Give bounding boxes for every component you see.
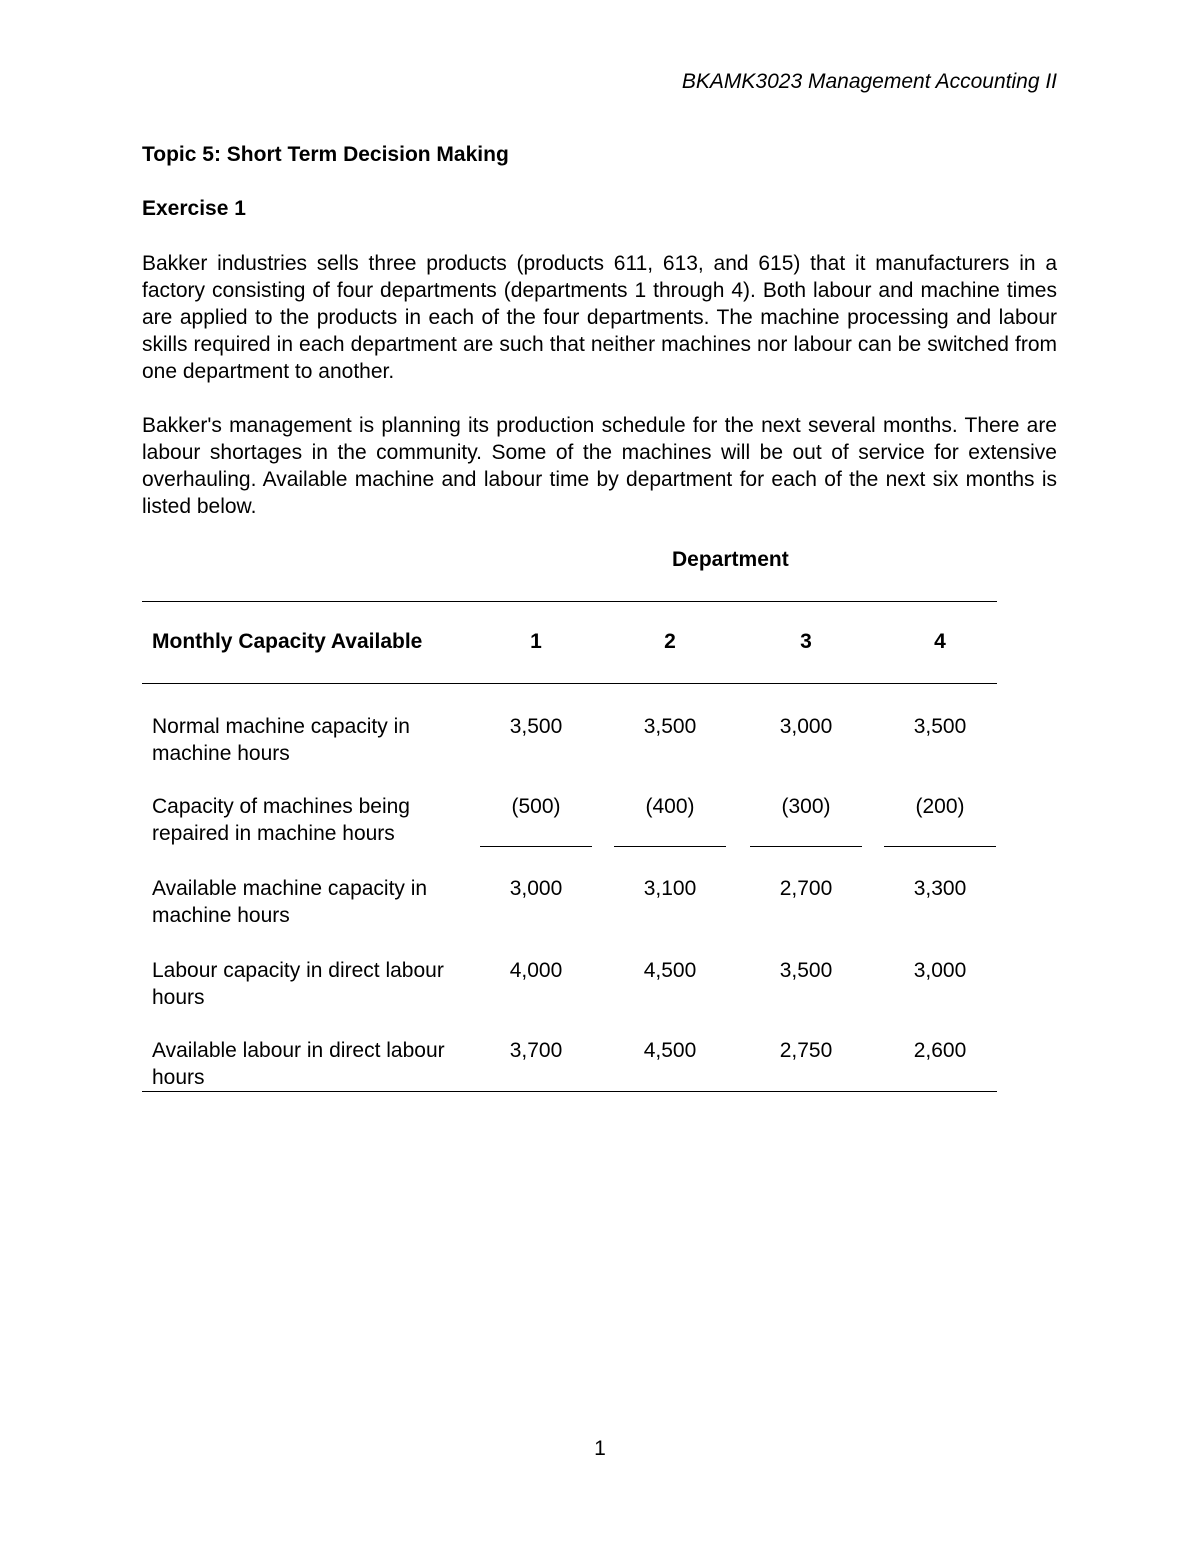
cell-dept-1: 3,700	[509, 1039, 563, 1062]
cell-dept-4: 3,300	[913, 877, 967, 900]
page-number: 1	[594, 1437, 606, 1460]
cell-dept-4: (200)	[915, 795, 965, 818]
cell-dept-3: 3,000	[779, 715, 833, 738]
cell-dept-2: 4,500	[643, 959, 697, 982]
exercise-title: Exercise 1	[142, 197, 246, 220]
row-label: Capacity of machines being repaired in machine hours	[152, 795, 410, 845]
topic-title: Topic 5: Short Term Decision Making	[142, 143, 509, 166]
cell-dept-3: 2,700	[779, 877, 833, 900]
schedule-paragraph: Bakker's management is planning its production schedule for the next several months. There are labour shortages in the community. Some of the machines will be out of service for extensive overhauling. Available machine and labour time by department for each of the next six months is listed below.	[142, 414, 1057, 518]
cell-dept-2: 3,100	[643, 877, 697, 900]
subtotal-rule	[614, 846, 726, 847]
department-heading: Department	[672, 548, 789, 571]
cell-dept-3: 3,500	[779, 959, 833, 982]
cell-dept-2: 4,500	[643, 1039, 697, 1062]
table-header-rule	[142, 683, 997, 684]
cell-dept-4: 3,500	[913, 715, 967, 738]
cell-dept-4: 2,600	[913, 1039, 967, 1062]
cell-dept-3: (300)	[781, 795, 831, 818]
cell-dept-2: 3,500	[643, 715, 697, 738]
row-label: Available machine capacity in machine hours	[152, 877, 428, 927]
column-header-dept-1: 1	[530, 630, 542, 653]
cell-dept-3: 2,750	[779, 1039, 833, 1062]
running-header: BKAMK3023 Management Accounting II	[681, 70, 1057, 93]
table-bottom-rule	[142, 1091, 997, 1092]
column-header-capacity: Monthly Capacity Available	[152, 630, 423, 653]
row-label: Available labour in direct labour hours	[152, 1039, 445, 1089]
row-label: Normal machine capacity in machine hours	[152, 715, 410, 765]
subtotal-rule	[750, 846, 862, 847]
cell-dept-2: (400)	[645, 795, 695, 818]
cell-dept-1: 3,500	[509, 715, 563, 738]
column-header-dept-3: 3	[800, 630, 812, 653]
row-label: Labour capacity in direct labour hours	[152, 959, 444, 1009]
subtotal-rule	[480, 846, 592, 847]
column-header-dept-4: 4	[934, 630, 946, 653]
table-top-rule	[142, 601, 997, 602]
cell-dept-1: (500)	[511, 795, 561, 818]
cell-dept-4: 3,000	[913, 959, 967, 982]
column-header-dept-2: 2	[664, 630, 676, 653]
cell-dept-1: 3,000	[509, 877, 563, 900]
intro-paragraph: Bakker industries sells three products (products 611, 613, and 615) that it manufacturers in a factory consisting of four departments (departments 1 through 4). Both labour and machine times are applied to the products in each of the four departments. The machine processing and labour skills required in each department are such that neither machines nor labour can be switched from one department to another.	[142, 252, 1057, 383]
subtotal-rule	[884, 846, 996, 847]
cell-dept-1: 4,000	[509, 959, 563, 982]
